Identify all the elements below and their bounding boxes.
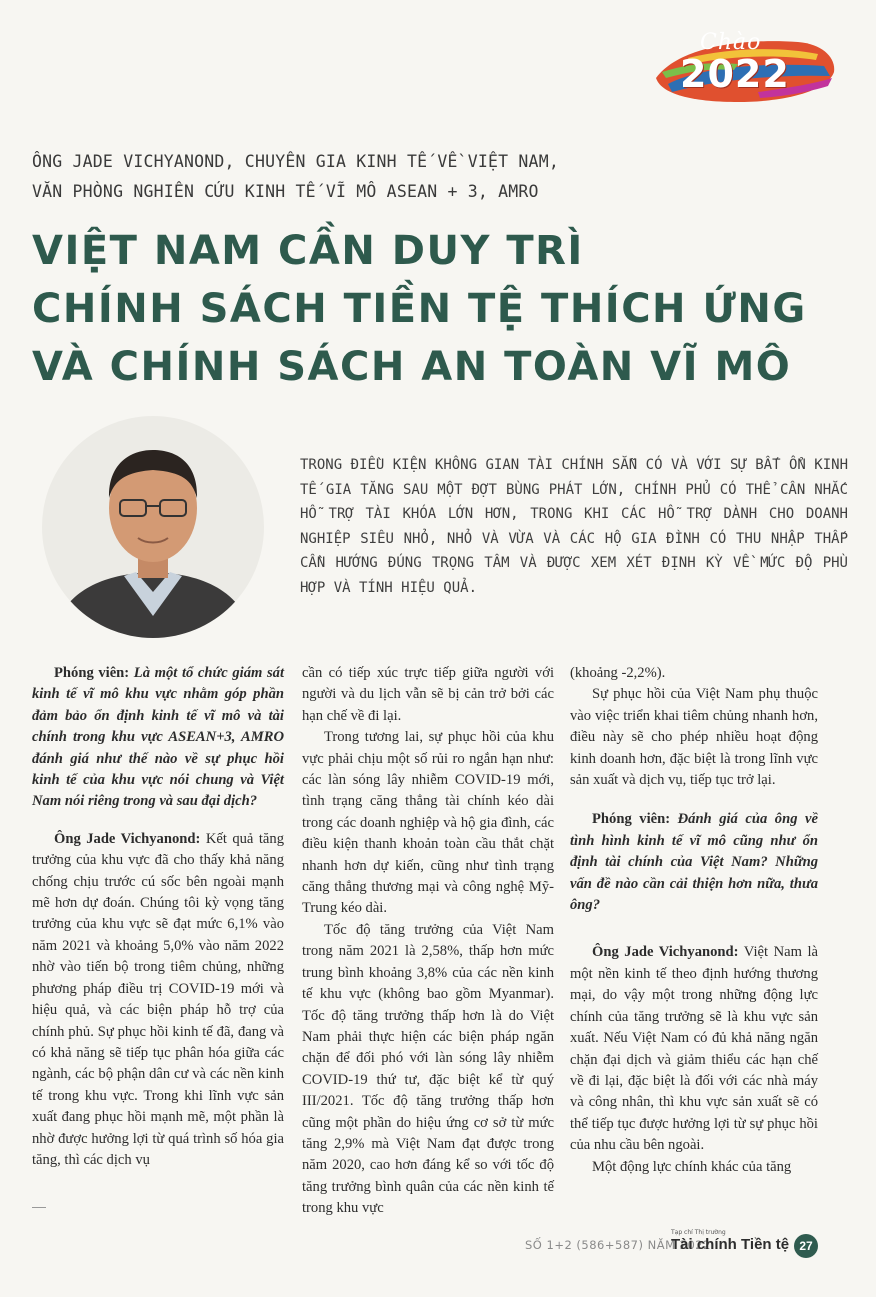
column-3 <box>570 663 818 1178</box>
page-number: 27 <box>794 1234 818 1258</box>
headline-line-3: VÀ CHÍNH SÁCH AN TOÀN VĨ MÔ <box>32 344 792 390</box>
column-1 <box>32 663 284 1171</box>
issue-number: SỐ 1+2 (586+587) NĂM 2022 <box>525 1238 711 1252</box>
question-text-2: Đánh giá của ông về tình hình kinh tế vĩ mô cũng như ổn định tài chính của Việt Nam? Những vấn đề nào cần cải thiện hơn nữa, thưa ông? <box>570 811 818 914</box>
brand-year: 2022 <box>680 52 790 96</box>
publication-name: Tài chính Tiền tệ <box>671 1236 790 1253</box>
author-line-2: VĂN PHÒNG NGHIÊN CỨU KINH TẾ VĨ MÔ ASEAN + 3, AMRO <box>32 182 539 201</box>
author-portrait <box>42 416 264 638</box>
column-end-rule <box>32 1207 46 1208</box>
col3-paragraph-1: (khoảng -2,2%). <box>570 665 666 681</box>
question-label: Phóng viên: <box>54 665 130 681</box>
headline-line-1: VIỆT NAM CẦN DUY TRÌ <box>32 228 584 274</box>
col2-paragraph-3: Tốc độ tăng trưởng của Việt Nam trong năm 2021 là 2,58%, thấp hơn mức trung bình khoảng 3,8% của các nền kinh tế khu vực (không bao gồm Myanmar). Tốc độ tăng trưởng thấp hơn là do Việt Nam phải thực hiện các biện pháp ngăn chặn để đối phó với làn sóng lây nhiễm COVID-19 thứ tư, đặc biệt kể từ quý III/2021. Tốc độ tăng trưởng thấp hơn cũng một phần do hiệu ứng cơ sở từ mức tăng 2,9% mà Việt Nam đạt được trong năm 2020, cao hơn đáng kể so với tốc độ tăng trưởng bình quân của các nền kinh tế trong khu vực <box>302 921 554 1217</box>
publication-tagline: Tạp chí Thị trường <box>671 1229 726 1236</box>
question-label-2: Phóng viên: <box>592 811 671 828</box>
answer-text-2: Việt Nam là một nền kinh tế theo định hướng thương mại, do vậy một trong những động lực chính của tăng trưởng sẽ là khu vực sản xuất. Nếu Việt Nam có đủ khả năng ngăn chặn đại dịch và giảm thiểu các hạn chế về đi lại, đặc biệt là đối với các nhà máy và công nhân, thì khu vực sản xuất sẽ có thể tiếp tục được hưởng lợi từ sự phục hồi của nhu cầu bên ngoài. <box>570 944 818 1154</box>
author-line-1: ÔNG JADE VICHYANOND, CHUYÊN GIA KINH TẾ VỀ VIỆT NAM, <box>32 152 559 171</box>
col2-paragraph-2: Trong tương lai, sự phục hồi của khu vực phải chịu một số rủi ro ngắn hạn như: các làn sóng lây nhiễm COVID-19 mới, tình trạng căng thẳng tài chính kéo dài trong các doanh nghiệp và hộ gia đình, các điều kiện thanh khoản toàn cầu thắt chặt nhanh hơn dự kiến, cũng như tình trạng căng thẳng thương mại và công nghệ Mỹ-Trung kéo dài. <box>302 729 554 917</box>
col3-paragraph-2: Sự phục hồi của Việt Nam phụ thuộc vào việc triển khai tiêm chủng nhanh hơn, điều này sẽ cho phép nhiều hoạt động kinh doanh hơn, đặc biệt là trong lĩnh vực sản xuất và dịch vụ, tiếp tục trở lại. <box>570 686 818 789</box>
headline-line-2: CHÍNH SÁCH TIỀN TỆ THÍCH ỨNG <box>32 286 807 332</box>
column-2 <box>302 663 554 1220</box>
col2-paragraph-1: cần có tiếp xúc trực tiếp giữa người với người và du lịch vẫn sẽ bị cản trở bởi các hạn chế về đi lại. <box>302 665 554 724</box>
lead-paragraph: TRONG ĐIỀU KIỆN KHÔNG GIAN TÀI CHÍNH SẴN CÓ VÀ VỚI SỰ BẤT ỔN KINH TẾ GIA TĂNG SAU MỘT ĐỢT BÙNG PHÁT LỚN, CHÍNH PHỦ CÓ THỂ CÂN NHẮC HỖ TRỢ TÀI KHÓA LỚN HƠN, TRONG KHI CÁC HỖ TRỢ DÀNH CHO DOANH NGHIỆP SIÊU NHỎ, NHỎ VÀ VỪA VÀ CÁC HỘ GIA ĐÌNH CÓ THU NHẬP THẤP CẦN HƯỚNG ĐÚNG TRỌNG TÂM VÀ ĐƯỢC XEM XÉT ĐỊNH KỲ VỀ MỨC ĐỘ PHÙ HỢP VÀ TÍNH HIỆU QUẢ. <box>300 457 848 596</box>
answer-label: Ông Jade Vichyanond: <box>54 830 201 847</box>
answer-text: Kết quả tăng trưởng của khu vực đã cho thấy khả năng chống chịu trước cú sốc bên ngoài mạnh mẽ hơn dự đoán. Chúng tôi kỳ vọng tăng trưởng của khu vực sẽ đạt mức 6,1% vào năm 2021 và khoảng 5,0% vào năm 2022 nhờ vào tiến bộ trong tiêm chủng, những phương pháp điều trị COVID-19 mới và hiệu quả, và các biện pháp hỗ trợ của chính phủ. Sự phục hồi kinh tế đã, đang và có khả năng sẽ tiếp tục phân hóa giữa các ngành, các bộ phận dân cư và các nền kinh tế trong khu vực. Trong khi lĩnh vực sản xuất đang phục hồi mạnh mẽ, một phần là nhờ được hưởng lợi từ quá trình số hóa gia tăng, thì các dịch vụ <box>32 830 284 1168</box>
answer-label-2: Ông Jade Vichyanond: <box>592 944 739 961</box>
brand-script: Chào <box>700 30 762 55</box>
question-text: Là một tổ chức giám sát kinh tế vĩ mô khu vực nhằm góp phần đảm bảo ổn định kinh tế vĩ mô và tài chính trong khu vực ASEAN+3, AMRO đánh giá như thế nào về sự phục hồi kinh tế của khu vực nói chung và Việt Nam nói riêng trong và sau đại dịch? <box>32 665 284 810</box>
col3-paragraph-last: Một động lực chính khác của tăng <box>592 1158 792 1175</box>
